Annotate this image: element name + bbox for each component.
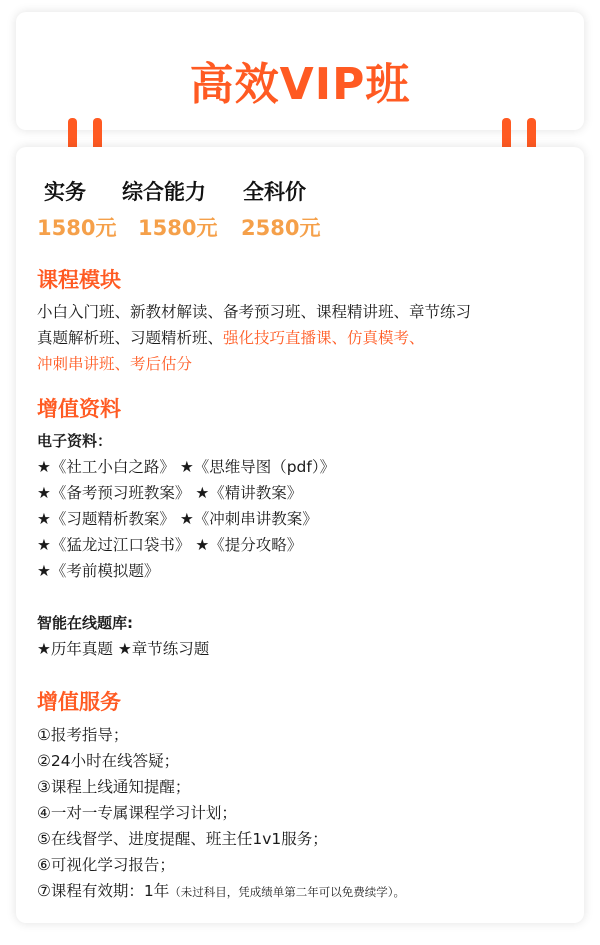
- course-modules-text: [37, 299, 567, 377]
- service-item: ③课程上线通知提醒；: [37, 778, 191, 796]
- value-services-list: [37, 722, 577, 905]
- value-materials-title: 增值资料: [37, 397, 121, 421]
- service-item: ⑤在线督学、进度提醒、班主任1v1服务；: [37, 830, 328, 848]
- price-header-full: 全科价: [243, 180, 306, 204]
- value-materials-list: [37, 428, 577, 662]
- price-values: [37, 212, 320, 242]
- validity-main: ⑦课程有效期：1年: [37, 882, 170, 900]
- service-item: ②24小时在线答疑；: [37, 752, 180, 770]
- price-value-practice: 1580元: [37, 216, 117, 240]
- price-header-comprehensive: 综合能力: [122, 180, 206, 204]
- electronic-item: ★《备考预习班教案》 ★《精讲教案》: [37, 484, 303, 502]
- value-services-title: 增值服务: [37, 690, 121, 714]
- question-bank-items: ★历年真题 ★章节练习题: [37, 640, 210, 658]
- service-item: ⑥可视化学习报告；: [37, 856, 175, 874]
- service-item: ①报考指导；: [37, 726, 129, 744]
- electronic-materials-label: 电子资料：: [37, 432, 113, 450]
- course-modules-line2-normal: 真题解析班、习题精析班、: [37, 329, 224, 347]
- price-value-comprehensive: 1580元: [138, 216, 218, 240]
- title-card: [16, 12, 584, 130]
- question-bank-label: 智能在线题库:: [37, 614, 133, 632]
- electronic-item: ★《习题精析教案》 ★《冲刺串讲教案》: [37, 510, 318, 528]
- course-modules-line1: 小白入门班、新教材解读、备考预习班、课程精讲班、章节练习: [37, 303, 472, 321]
- validity-note: （未过科目，凭成绩单第二年可以免费续学）。: [169, 885, 406, 899]
- electronic-item: ★《考前模拟题》: [37, 562, 160, 580]
- price-headers: [44, 176, 306, 206]
- service-item: ④一对一专属课程学习计划；: [37, 804, 237, 822]
- page-title: 高效VIP班: [189, 59, 411, 110]
- electronic-item: ★《猛龙过江口袋书》 ★《提分攻略》: [37, 536, 303, 554]
- course-modules-line2-highlight: 强化技巧直播课、仿真模考、: [223, 329, 425, 347]
- price-value-full: 2580元: [241, 216, 321, 240]
- electronic-item: ★《社工小白之路》 ★《思维导图（pdf）》: [37, 458, 336, 476]
- course-modules-line2: [37, 325, 567, 351]
- service-item-validity: [37, 878, 577, 905]
- course-modules-line3-highlight: 冲刺串讲班、考后估分: [37, 355, 193, 373]
- price-header-practice: 实务: [44, 180, 86, 204]
- course-modules-title: 课程模块: [37, 268, 121, 292]
